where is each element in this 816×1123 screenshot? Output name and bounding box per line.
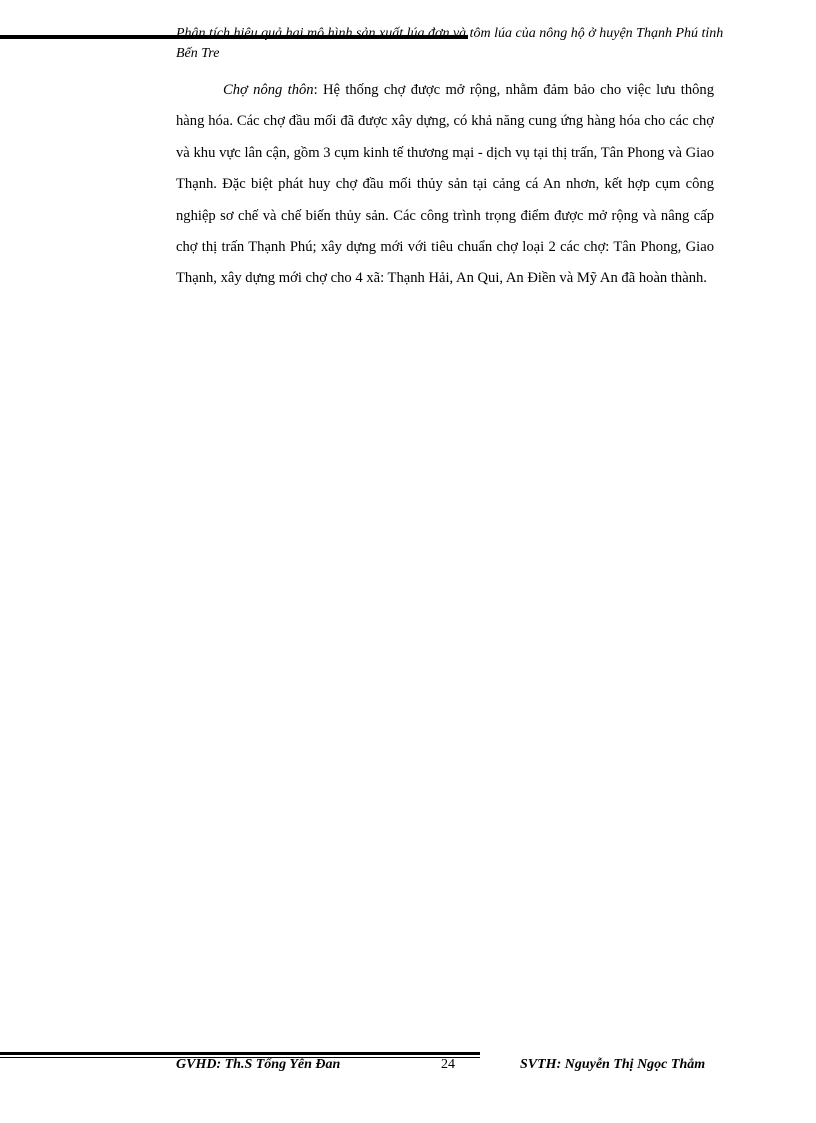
footer-student: SVTH: Nguyễn Thị Ngọc Thắm — [520, 1057, 706, 1072]
footer-advisor: GVHD: Th.S Tống Yên Đan — [176, 1057, 341, 1072]
paragraph-text: : Hệ thống chợ được mở rộng, nhằm đảm bảo cho việc lưu thông hàng hóa. Các chợ đầu mối đã được xây dựng, có khả năng cung ứng hàng hóa cho các chợ và khu vực lân cận, gồm 3 cụm kinh tế thương mại - dịch vụ tại thị trấn, Tân Phong và Giao Thạnh. Đặc biệt phát huy chợ đầu mối thủy sản tại cảng cá An nhơn, kết hợp cụm công nghiệp sơ chế và chế biến thủy sản. Các công trình trọng điểm được mở rộng và nâng cấp chợ thị trấn Thạnh Phú; xây dựng mới với tiêu chuẩn chợ loại 2 các chợ: Tân Phong, Giao Thạnh, xây dựng mới chợ cho 4 xã: Thạnh Hải, An Qui, An Điền và Mỹ An đã hoàn thành. — [176, 82, 715, 287]
running-header: Phân tích hiệu quả hai mô hình sản xuất lúa đơn và tôm lúa của nông hộ ở huyện Thạnh Phú tỉnh Bến Tre — [176, 26, 724, 61]
paragraph-term: Chợ nông thôn — [223, 82, 314, 98]
page-number: 24 — [441, 1057, 455, 1072]
body-paragraph — [176, 75, 714, 295]
footer-rule — [0, 1052, 480, 1055]
